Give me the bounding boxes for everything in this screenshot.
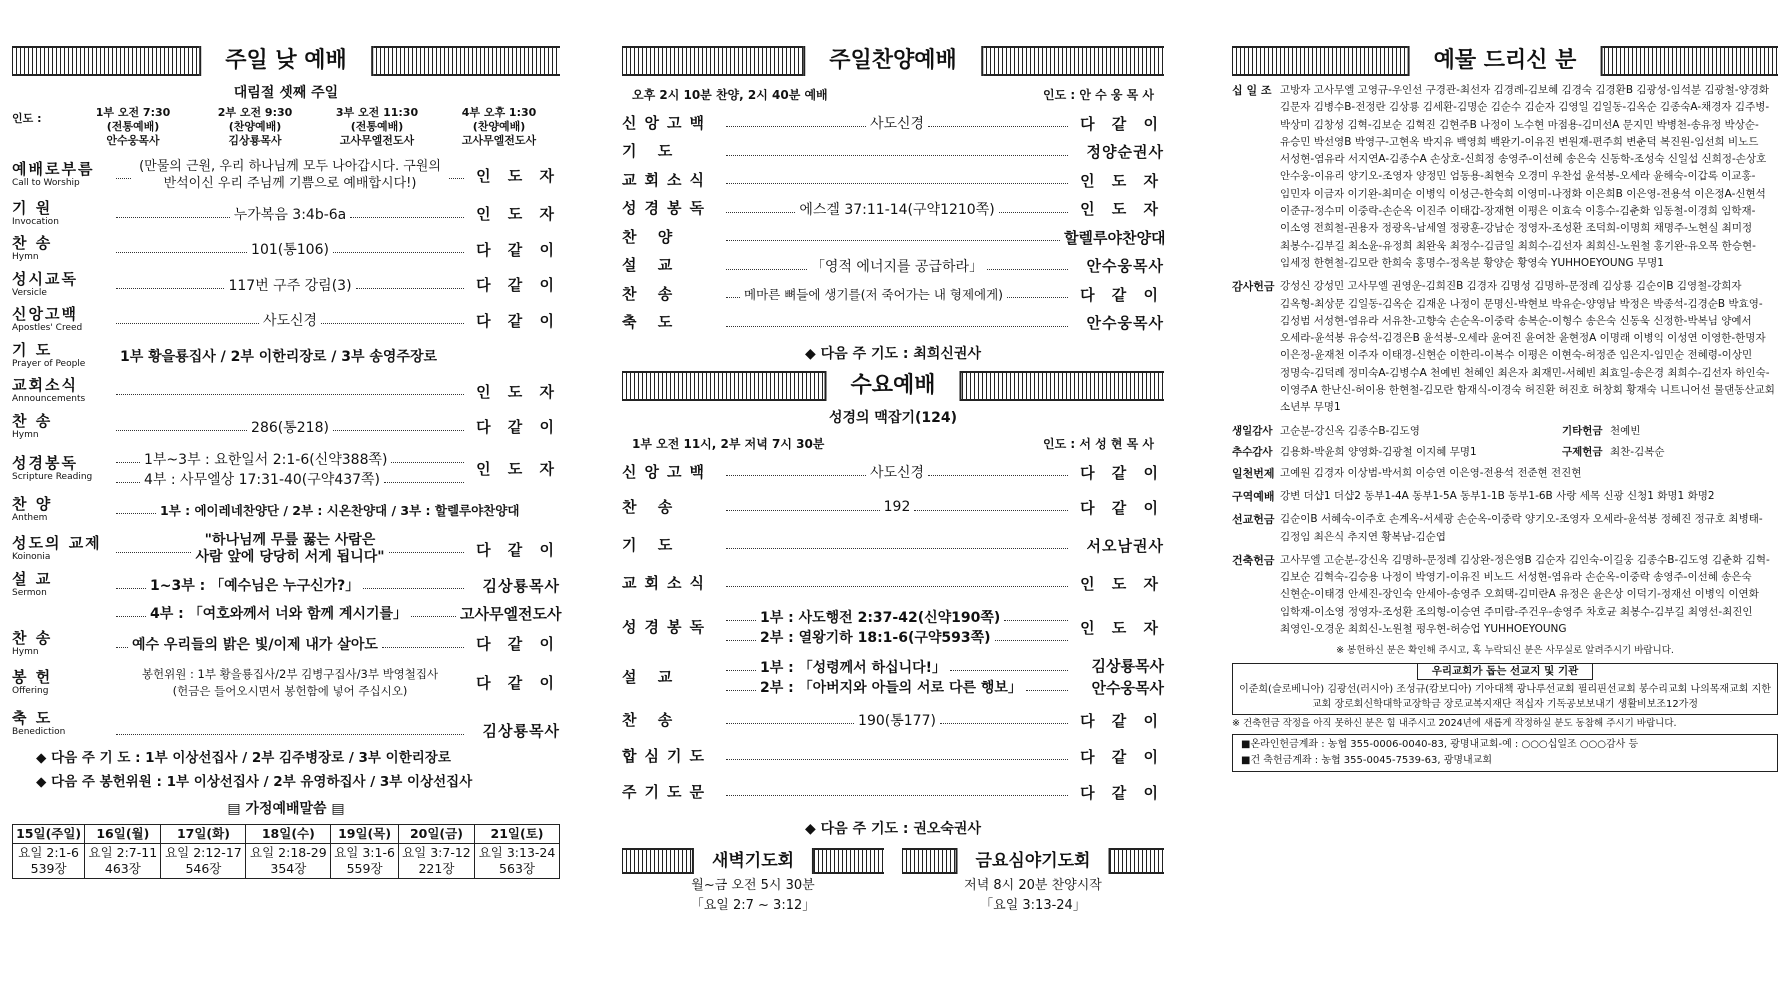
order-invocation: 기 원 Invocation 누가복음 3:4b-6a 인 도 자: [12, 198, 560, 227]
order-offering: 봉 헌 Offering 봉헌위원 : 1부 황을룡집사/2부 김병구집사/3부 박영철집사 (헌금은 들어오시면서 봉헌함에 넣어 주십시오) 다 같 이: [12, 666, 560, 698]
friday-prayer: 금요심야기도회 저녁 8시 20분 찬양시작 「요일 3:13-24」: [902, 848, 1164, 916]
order-versicle: 성시교독 Versicle 117번 구주 강림(3) 다 같 이: [12, 269, 560, 298]
wed-subtitle: 성경의 맥잡기(124): [828, 410, 958, 426]
time-1: 1부 오전 7:30 (전통예배) 안수웅목사: [95, 106, 171, 147]
wed-title-bar: [622, 371, 1164, 401]
first-section: 일천번제 고예원 김경자 이상범-박서희 이승연 이은영-전용석 전준현 전진현: [1232, 466, 1582, 480]
offering-column: [1232, 46, 1778, 971]
dawn-prayer: 새벽기도회 월~금 오전 5시 30분 「요일 2:7 ~ 3:12」: [622, 848, 884, 916]
order-anthem: 찬 양 Anthem 1부 : 에이레네찬양단 / 2부 : 시온찬양대 / 3부 : 할렐루야찬양대: [12, 495, 520, 524]
mission-box: 우리교회가 돕는 선교지 및 기관 이준희(슬로베니아) 김광선(러시아) 조성규(캄보디아) 기아대책 광나루선교회 필리핀선교회 봉수리교회 나의목재교회 지한교회 장로회신학대학교장학금 장로교복지재단 적십자 기독공보보내기 생활비보조12가정: [1232, 663, 1778, 715]
order-koinonia: 성도의 교제 Koinonia "하나님께 무릎 꿇는 사람은 사람 앞에 당당히 서게 됩니다" 다 같 이: [12, 532, 560, 565]
build-note: ※ 건축헌금 작정을 아직 못하신 분은 힘 내주시고 2024년에 새롭게 작정하실 분도 동참해 주시기 바랍니다.: [1232, 718, 1677, 730]
service-times: [12, 106, 560, 148]
order-call-to-worship: 예배로부름 Call to Worship (만물의 근원, 우리 하나님께 모두 나아갑시다. 구원의 반석이신 우리 주님께 기쁨으로 예배합시다!) 인 도 자: [12, 159, 560, 191]
harvest-relief-section: 추수감사 김용화-박윤희 양영화-김광철 이지혜 무명1 구제헌금 최찬-김복순: [1232, 445, 1665, 458]
order-creed: 신앙고백 Apostles' Creed 사도신경 다 같 이: [12, 305, 560, 334]
family-title: ▤ 가정예배말씀 ▤: [227, 800, 345, 817]
district-section: 구역예배 강변 더샵1 더샵2 동부1-4A 동부1-5A 동부1-1B 동부1-6B 사랑 세목 신광 신청1 화명1 화명2: [1232, 489, 1715, 503]
order-sermon-4: 4부 : 「여호와께서 너와 함께 계시기를」 고사무엘전도사: [12, 600, 560, 626]
next-prayer: ◆ 다음 주 기 도 : 1부 이상선집사 / 2부 김주병장로 / 3부 이한리장로: [36, 749, 451, 766]
order-scripture: 성경봉독 Scripture Reading 1부~3부 : 요한일서 2:1-6(신약388쪽) 4부 : 사무엘상 17:31-40(구약437쪽) 인 도 자: [12, 451, 560, 488]
build-account: ■건 축헌금계좌 : 농협 355-0045-7539-63, 광명내교회: [1241, 755, 1493, 767]
order-benediction: 축 도 Benediction 김상룡목사: [12, 708, 560, 740]
section-title: 주일찬양예배: [803, 46, 983, 76]
wed-next: ◆ 다음 주 기도 : 권오숙권사: [805, 821, 981, 837]
title-bar: [12, 46, 560, 76]
wed-info: 1부 오전 11시, 2부 저녁 7시 30분 인도 : 서 성 현 목 사: [632, 437, 1154, 451]
praise-order: 신앙고백 사도신경 다 같 이 기 도 정양순권사 교회소식 인 도 자 성경봉독 에스겔 37:11-14(구약1210쪽) 인 도 자 찬 양 할렐루야찬양대 설 교 「영적 에너지를 공급하라」 안수웅목사 찬 송 메마른 뼈들에 생기를(저 죽어가는 내 형제에게) 다 같 이 축 도 안수웅목사: [622, 113, 1166, 333]
order-sermon: 설 교 Sermon 1~3부 : 「예수님은 누구신가?」 김상룡목사: [12, 570, 560, 598]
tithe-section: 십 일 조 고방자 고사무엘 고영규-우인선 구경관-최선자 김경례-김보혜 김경숙 김경환B 김광성-임석분 김광철-양경화 김문자 김병수B-전정란 김상룡 김세환-김명순 김순수 김순자 김영일 김일동-김옥순 김종숙A-채경자 김주병-박상미 김창성 김혁-김보순 김혁진 김현주B 나정이 노수현 마점용-김미선A 문지민 박병천-송유정 박상순-유승민 박선영B 박영구-고현옥 박지유 백영희 백완기-이유진 변원재-편주희 변춘덕 복진원-임선희 비노드 서성현-염유라 서지연A-김종수A 손상호-신희정 송영주-이선혜 송은숙 신동학-조성숙 신일섭 신희정-손상호 안수웅-이유리 양기오-조영자 양정민 엄동용-최현숙 오경미 우찬섭 윤석봉-오세라 윤해숙-이갑록 이교홍-임민자 이금자 이기완-최미순 이병익 이성근-한숙희 이영미-나정화 이은희B 이은영-전용석 이은정A-신현석 이준규-정수미 이중락-손순옥 이진주 이태갑-장재현 이평은 이효숙 이흥수-김춘화 임동철-이경희 임학재-이소영 전희철-권용자 정광옥-남세열 정광훈-강남순 정영자-조성환 조덕희-이명희 채명주-노현실 최미정 최봉수-김부길 최소윤-유정희 최완욱 최정수-김금일 최희수-김선자 최희신-노원철 홍기완-유오목 한승현-임세정 한현철-김모란 한희숙 홍명수-정옥분 황양순 황영숙 YUHHOEYOUNG 무명1: [1232, 84, 1770, 269]
praise-info: 오후 2시 10분 찬양, 2시 40분 예배 인도 : 안 수 웅 목 사: [632, 88, 1154, 102]
build-section: 건축헌금 고사무엘 고순분-강신옥 김명하-문정례 김상완-정은영B 김순자 김인숙-이길웅 김종수B-김도영 김춘화 김혁-김보순 김혁숙-김승용 나정이 박영기-이유진 비노드 서성현-염유라 손순옥-이중락 송영주-이선혜 송은숙 신현순-이태경 안세진-장인숙 안세아-송영주 오희택-김미란A 유정은 윤은상 이덕기-정재선 이병익 이연화 임학재-이소영 정영자-조성환 조의형-이승연 주미람-주건우-송영주 차호균 최봉수-김부길 최영선-최진인 최영인-오경운 최희신-노원철 펑우현-허승업 YUHHOEYOUNG: [1232, 553, 1770, 636]
title-bar: [622, 46, 1164, 76]
prayer-meetings: [622, 848, 1164, 916]
family-worship-table: 15일(주일) 16일(월) 17일(화) 18일(수) 19일(목) 20일(금) 21일(토) 요일 2:1-6 539장 요일 2:7-11 463장 요일 2:12-17 546장 요일 2:18-29 354장 요일 3:1-6 559장 요일 3:7-12 221장 요일 3:13-24 563장: [12, 824, 560, 879]
thanks-section: 감사헌금 강성신 강성민 고사무엘 권영운-김희진B 김경자 김명성 김명하-문정례 김상룡 김순이B 김영철-강희자 김옥형-최상문 김일동-김옥순 김재운 나정이 문명신-박현보 박유순-양영남 박정은 박종석-김경순B 박효영-김성범 서성현-염유라 서유찬-고향숙 손순옥-이중락 송복순-이형수 송은숙 신동욱 신정한-박복님 양예서 오세라-윤석봉 유승석-김경은B 윤석봉-오세라 윤여진 윤여찬 윤현정A 이명래 이병익 이성연 이영한-한명자 이은정-윤재천 이주자 이태경-신현순 이한리-이복수 이평은 이현숙-허정준 임은지-임민순 전혜령-이상민 정명숙-김덕례 정미숙A-김병수A 천예빈 천혜인 최은자 최재민-서혜빈 최효일-송은경 최희수-김선자 하인숙-이영주A 한난신-허이용 한현철-김모란 함재식-이경숙 허진환 허진호 허창회 황재숙 니트니어선 물댄동산교회 소년부 무명1: [1232, 280, 1775, 414]
section-title: 예물 드리신 분: [1408, 46, 1603, 76]
sunday-service-column: [12, 46, 560, 971]
praise-service-column: [622, 46, 1164, 971]
next-offering: ◆ 다음 주 봉헌위원 : 1부 이상선집사 / 2부 유영하집사 / 3부 이상선집사: [36, 773, 473, 790]
praise-next: ◆ 다음 주 기도 : 최희신권사: [805, 346, 981, 362]
order-prayer: 기 도 Prayer of People 1부 황을룡집사 / 2부 이한리장로 / 3부 송영주장로: [12, 340, 437, 369]
online-account: ■온라인헌금계좌 : 농협 355-0006-0040-83, 광명내교회-예 : ○○○십일조 ○○○감사 등: [1241, 739, 1639, 751]
birth-etc-section: 생일감사 고순분-강신옥 김종수B-김도영 기타헌금 천예빈: [1232, 424, 1641, 437]
time-2: 2부 오전 9:30 (찬양예배) 김상룡목사: [217, 106, 293, 147]
leader-label: 인도 :: [12, 112, 42, 125]
mission-section: 선교헌금 김순이B 서혜숙-이주호 손계옥-서세광 손순옥-이중락 양기오-조영자 오세라-윤석봉 정혜진 정규호 최병태-김정임 최은식 추지연 황복남-김순엽: [1232, 513, 1763, 543]
time-4: 4부 오후 1:30 (찬양예배) 고사무엘전도사: [461, 106, 537, 147]
subtitle: 대림절 셋째 주일: [233, 85, 339, 101]
confirm-note: ※ 봉헌하신 분은 확인해 주시고, 혹 누락되신 분은 사무실로 알려주시기 바랍니다.: [1336, 645, 1674, 657]
order-hymn-3: 찬 송 Hymn 예수 우리들의 밝은 빛/이제 내가 살아도 다 같 이: [12, 628, 560, 657]
order-announcements: 교회소식 Announcements 인 도 자: [12, 376, 560, 405]
title-bar: [1232, 46, 1778, 76]
wed-order: 신앙고백 사도신경 다 같 이 찬 송 192 다 같 이 기 도 서오남권사 교회소식 인 도 자 성경봉독 1부 : 사도행전 2:37-42(신약190쪽) 2부 : 열왕기하 18:1-6(구약593쪽) 인 도 자 설 교 1부 : 「성령께서 하십니다!」 2부 : 「아버지와 아들의 서로 다른 행보」 김상룡목사 안수웅목사 찬 송 190(통177) 다 같 이 합심기도 다 같 이 주기도문 다 같 이: [622, 462, 1164, 802]
account-box: [1232, 734, 1778, 772]
order-hymn-1: 찬 송 Hymn 101(통106) 다 같 이: [12, 234, 560, 263]
order-hymn-2: 찬 송 Hymn 286(통218) 다 같 이: [12, 411, 560, 440]
section-title: 주일 낮 예배: [199, 46, 373, 76]
time-3: 3부 오전 11:30 (전통예배) 고사무엘전도사: [335, 106, 419, 147]
wed-title: 수요예배: [824, 371, 961, 401]
